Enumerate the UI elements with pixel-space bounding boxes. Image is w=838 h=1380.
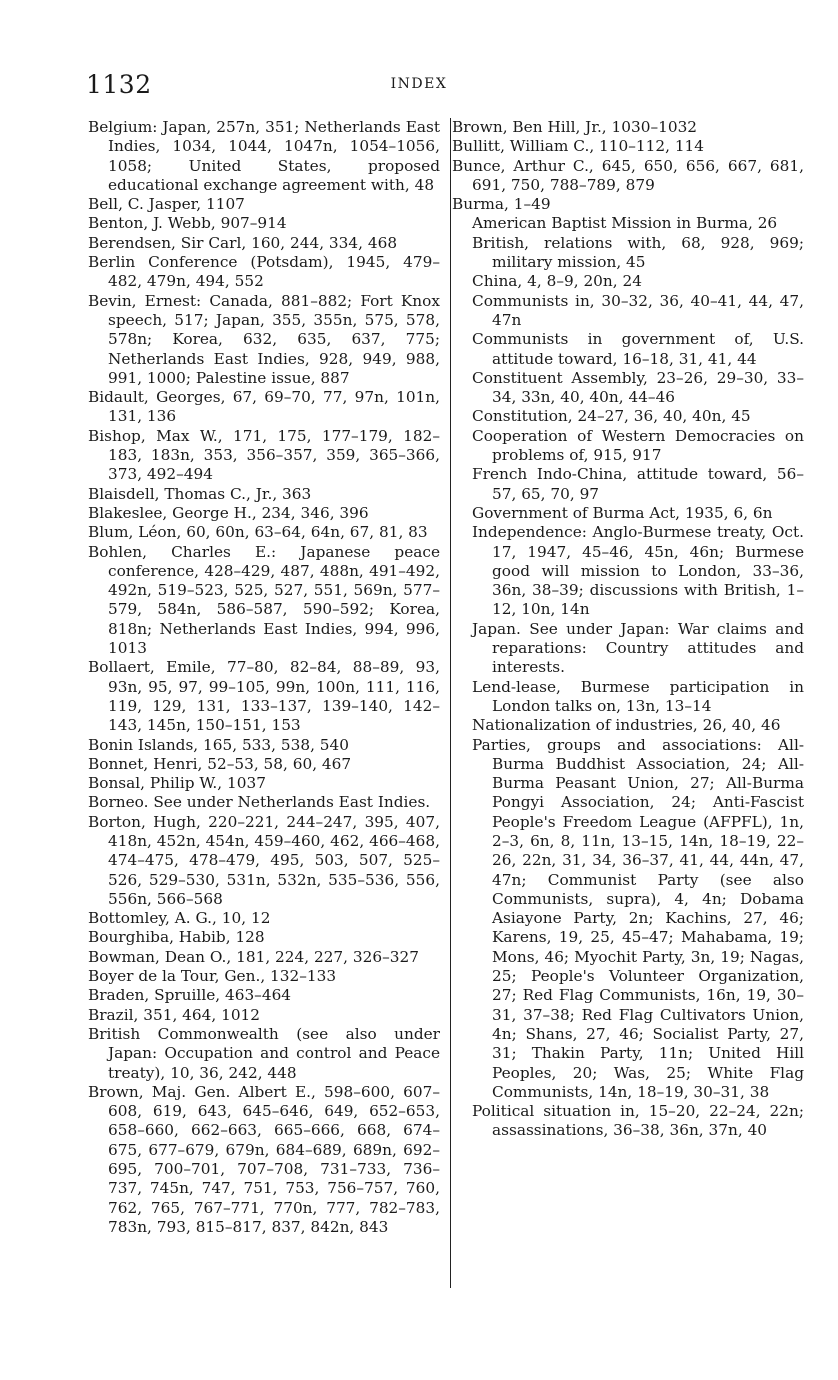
- index-entry: Braden, Spruille, 463–464: [88, 986, 292, 1005]
- index-entry: Burma, 1–49: [452, 195, 551, 214]
- index-entry: Blaisdell, Thomas C., Jr., 363: [88, 484, 312, 503]
- index-subentry: Communists in, 30–32, 36, 40–41, 44, 47, 47n: [472, 291, 804, 329]
- index-entry: Blum, Léon, 60, 60n, 63–64, 64n, 67, 81, 83: [88, 523, 428, 542]
- index-subentry: Lend-lease, Burmese participation in London talks on, 13n, 13–14: [472, 677, 804, 715]
- index-subentry: Nationalization of industries, 26, 40, 46: [472, 716, 781, 735]
- index-entry: Berlin Conference (Potsdam), 1945, 479–482, 479n, 494, 552: [88, 253, 440, 291]
- column-divider: [450, 118, 451, 1288]
- index-entry: Belgium: Japan, 257n, 351; Netherlands East Indies, 1034, 1044, 1047n, 1054–1056, 1058; United States, proposed educational exchange agreement with, 48: [88, 118, 440, 194]
- index-entry: Bidault, Georges, 67, 69–70, 77, 97n, 101n, 131, 136: [88, 388, 440, 426]
- index-entry: Bourghiba, Habib, 128: [88, 928, 265, 947]
- index-subentry: China, 4, 8–9, 20n, 24: [472, 272, 642, 291]
- index-column-left: [88, 118, 440, 1237]
- index-entry: Bell, C. Jasper, 1107: [88, 195, 245, 214]
- index-entry: Brown, Maj. Gen. Albert E., 598–600, 607–608, 619, 643, 645–646, 649, 652–653, 658–660, 662–663, 665–666, 668, 674–675, 677–679, 679n, 684–689, 689n, 692–695, 700–701, 707–708, 731–733, 736–737, 745n, 747, 751, 753, 756–757, 760, 762, 765, 767–771, 770n, 777, 782–783, 783n, 793, 815–817, 837, 842n, 843: [88, 1082, 440, 1236]
- index-subentry: French Indo-China, attitude toward, 56–57, 65, 70, 97: [472, 465, 804, 503]
- index-subentry: Parties, groups and associations: All-Burma Buddhist Association, 24; All-Burma Peasant Union, 27; All-Burma Pongyi Association, 24; Anti-Fascist People's Freedom League (AFPFL), 1n, 2–3, 6n, 8, 11n, 13–15, 14n, 18–19, 22–26, 22n, 31, 34, 36–37, 41, 44, 44n, 47, 47n; Communist Party (see also Communists, supra), 4, 4n; Dobama Asiayone Party, 2n; Kachins, 27, 46; Karens, 19, 25, 45–47; Mahabama, 19; Mons, 46; Myochit Party, 3n, 19; Nagas, 25; People's Volunteer Organization, 27; Red Flag Communists, 16n, 19, 30–31, 37–38; Red Flag Cultivators Union, 4n; Shans, 27, 46; Socialist Party, 27, 31; Thakin Party, 11n; United Hill Peoples, 20; Was, 25; White Flag Communists, 14n, 18–19, 30–31, 38: [472, 735, 804, 1101]
- index-subentry: Political situation in, 15–20, 22–24, 22n; assassinations, 36–38, 36n, 37n, 40: [472, 1102, 804, 1140]
- index-entry: Blakeslee, George H., 234, 346, 396: [88, 503, 369, 522]
- index-subentry: Independence: Anglo-Burmese treaty, Oct. 17, 1947, 45–46, 45n, 46n; Burmese good will mission to London, 33–36, 36n, 38–39; discussions with British, 1–12, 10n, 14n: [472, 523, 804, 619]
- index-entry: Bevin, Ernest: Canada, 881–882; Fort Knox speech, 517; Japan, 355, 355n, 575, 578, 578n; Korea, 632, 635, 637, 775; Netherlands East Indies, 928, 949, 988, 991, 1000; Palestine issue, 887: [88, 291, 440, 387]
- index-entry: Benton, J. Webb, 907–914: [88, 214, 287, 233]
- index-entry: British Commonwealth (see also under Japan: Occupation and control and Peace treaty), 10, 36, 242, 448: [88, 1024, 440, 1082]
- index-entry: Bonin Islands, 165, 533, 538, 540: [88, 735, 349, 754]
- index-entry: Bunce, Arthur C., 645, 650, 656, 667, 681, 691, 750, 788–789, 879: [452, 156, 804, 194]
- index-entry: Bottomley, A. G., 10, 12: [88, 909, 271, 928]
- index-entry: Brown, Ben Hill, Jr., 1030–1032: [452, 118, 698, 136]
- index-entry: Borneo. See under Netherlands East Indies.: [88, 793, 431, 812]
- index-entry: Berendsen, Sir Carl, 160, 244, 334, 468: [88, 233, 398, 252]
- index-subentry: Communists in government of, U.S. attitude toward, 16–18, 31, 41, 44: [472, 330, 804, 368]
- index-subentry: American Baptist Mission in Burma, 26: [472, 214, 778, 233]
- index-subentry: Constituent Assembly, 23–26, 29–30, 33–34, 33n, 40, 40n, 44–46: [472, 368, 804, 407]
- index-subentry: British, relations with, 68, 928, 969; military mission, 45: [472, 233, 804, 272]
- index-entry: Borton, Hugh, 220–221, 244–247, 395, 407, 418n, 452n, 454n, 459–460, 462, 466–468, 474–475, 478–479, 495, 503, 507, 525–526, 529–530, 531n, 532n, 535–536, 556, 556n, 566–568: [88, 812, 440, 908]
- page-number: 1132: [86, 70, 152, 99]
- running-title: INDEX: [390, 76, 448, 92]
- index-subentry: Government of Burma Act, 1935, 6, 6n: [472, 503, 773, 522]
- index-subentry: Japan. See under Japan: War claims and reparations: Country attitudes and interests.: [472, 619, 804, 677]
- index-entry: Bowman, Dean O., 181, 224, 227, 326–327: [88, 947, 419, 966]
- index-entry: Boyer de la Tour, Gen., 132–133: [88, 967, 337, 986]
- index-entry: Bollaert, Emile, 77–80, 82–84, 88–89, 93, 93n, 95, 97, 99–105, 99n, 100n, 111, 116, 119, 129, 131, 133–137, 139–140, 142–143, 145n, 150–151, 153: [88, 658, 440, 735]
- index-subentry: Constitution, 24–27, 36, 40, 40n, 45: [472, 407, 751, 426]
- index-column-right: [452, 118, 804, 1141]
- index-entry: Bohlen, Charles E.: Japanese peace conference, 428–429, 487, 488n, 491–492, 492n, 519–523, 525, 527, 551, 569n, 577–579, 584n, 586–587, 590–592; Korea, 818n; Netherlands East Indies, 994, 996, 1013: [88, 542, 440, 658]
- index-entry: Brazil, 351, 464, 1012: [88, 1005, 261, 1024]
- index-entry: Bullitt, William C., 110–112, 114: [452, 137, 705, 156]
- index-entry: Bishop, Max W., 171, 175, 177–179, 182–183, 183n, 353, 356–357, 359, 365–366, 373, 492–494: [88, 426, 440, 484]
- index-subentry: Cooperation of Western Democracies on problems of, 915, 917: [472, 426, 804, 465]
- index-entry: Bonsal, Philip W., 1037: [88, 774, 266, 793]
- index-entry: Bonnet, Henri, 52–53, 58, 60, 467: [88, 754, 352, 773]
